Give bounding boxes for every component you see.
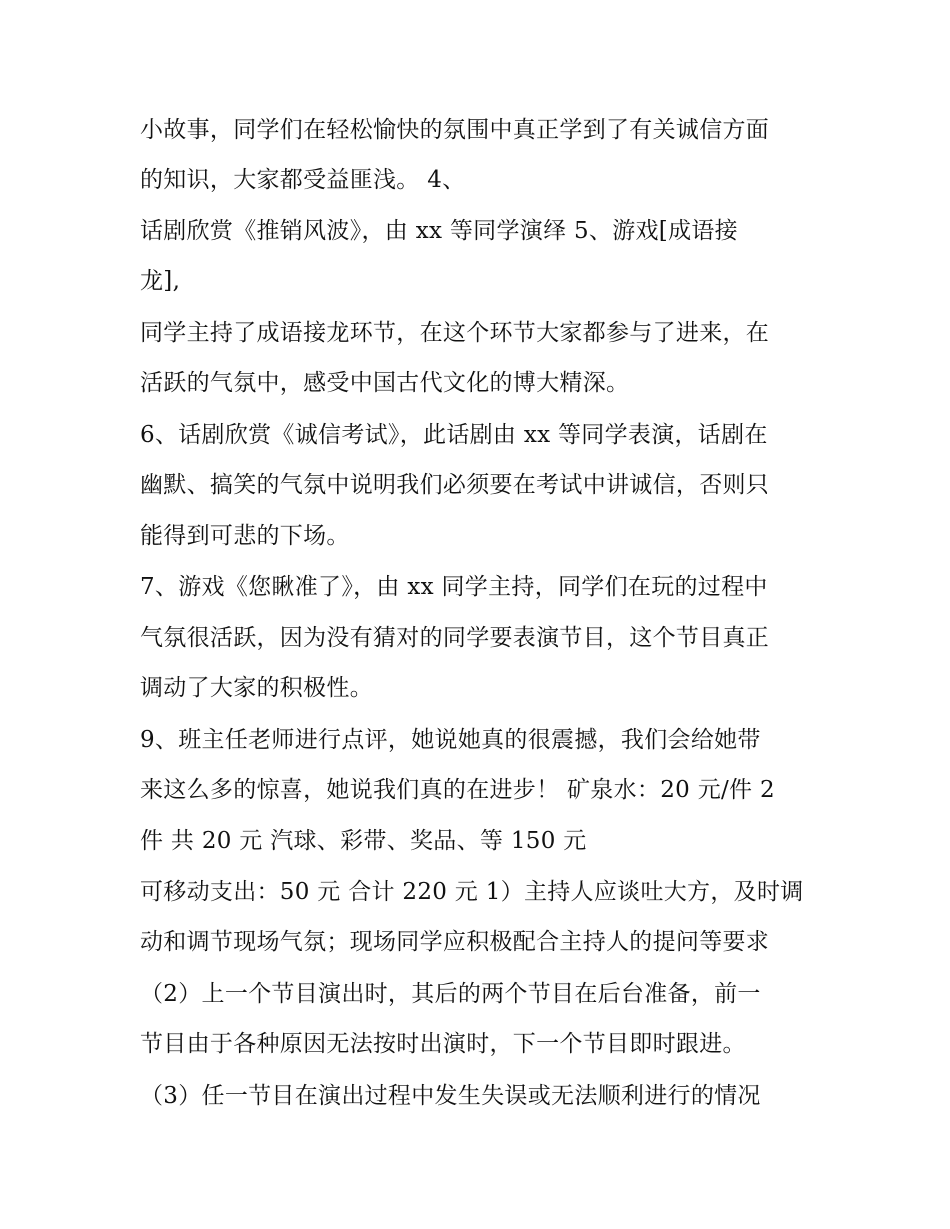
text-line: 龙], <box>140 268 181 294</box>
text-line: 话剧欣赏《推销风波》，由 xx 等同学演绎 5、游戏[成语接 <box>140 218 738 244</box>
text-line: 小故事，同学们在轻松愉快的氛围中真正学到了有关诚信方面 <box>140 117 770 143</box>
text-line: 的知识，大家都受益匪浅。 4、 <box>140 167 466 193</box>
text-line: 7、游戏《您瞅准了》，由 xx 同学主持，同学们在玩的过程中 <box>140 574 768 600</box>
text-line: 6、话剧欣赏《诚信考试》，此话剧由 xx 等同学表演，话剧在 <box>140 422 768 448</box>
text-line: 来这么多的惊喜，她说我们真的在进步！ 矿泉水：20 元/件 2 <box>140 777 775 803</box>
text-line: 同学主持了成语接龙环节，在这个环节大家都参与了进来，在 <box>140 320 770 346</box>
text-line: 气氛很活跃，因为没有猜对的同学要表演节目，这个节目真正 <box>140 625 770 651</box>
text-line: 活跃的气氛中，感受中国古代文化的博大精深。 <box>140 370 630 396</box>
text-line: 调动了大家的积极性。 <box>140 675 373 701</box>
text-line: （3）任一节目在演出过程中发生失误或无法顺利进行的情况 <box>140 1083 761 1109</box>
text-line: 动和调节现场气氛；现场同学应积极配合主持人的提问等要求 <box>140 929 770 955</box>
text-line: 能得到可悲的下场。 <box>140 523 350 549</box>
text-line: 节目由于各种原因无法按时出演时，下一个节目即时跟进。 <box>140 1031 746 1057</box>
text-line: 件 共 20 元 汽球、彩带、奖品、等 150 元 <box>140 828 587 854</box>
text-line: 9、班主任老师进行点评，她说她真的很震撼，我们会给她带 <box>140 727 761 753</box>
text-line: 可移动支出：50 元 合计 220 元 1）主持人应谈吐大方，及时调 <box>140 879 804 905</box>
text-line: 幽默、搞笑的气氛中说明我们必须要在考试中讲诚信，否则只 <box>140 472 770 498</box>
text-line: （2）上一个节目演出时，其后的两个节目在后台准备，前一 <box>140 981 761 1007</box>
